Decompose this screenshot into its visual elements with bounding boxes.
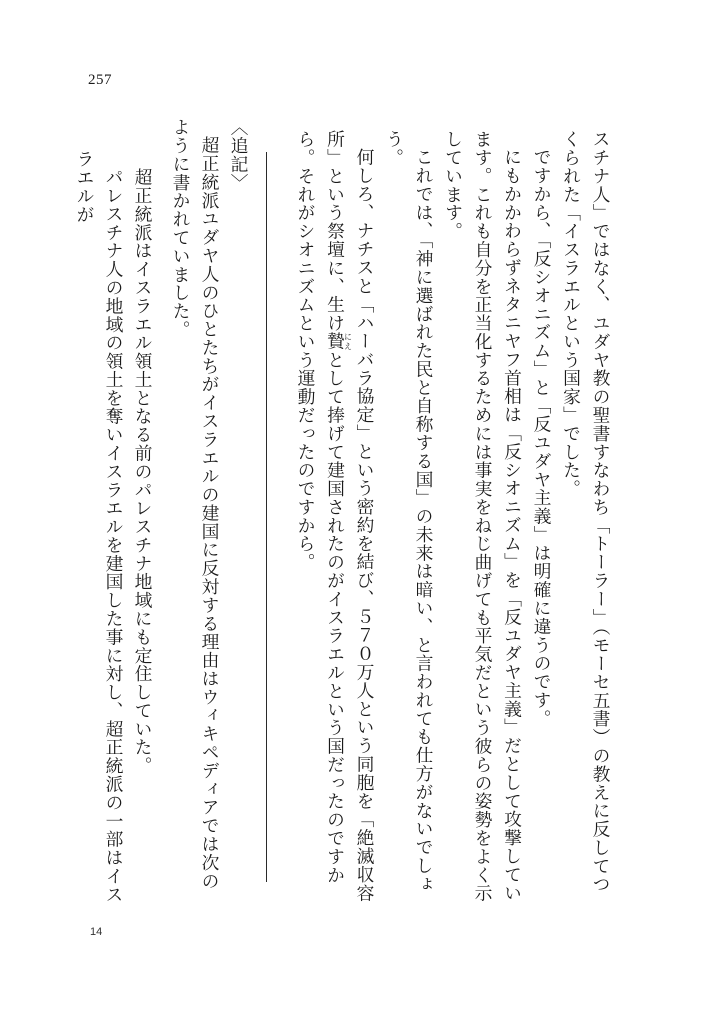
ruby-word (324, 332, 353, 351)
page-number: 257 (88, 72, 112, 88)
ruby-base: 贄 (324, 332, 346, 351)
print-page-number: 14 (90, 926, 103, 938)
paragraph-text: 何しろ、ナチスと「ハーバラ協定」という密約を結び、５７０万人という同胞を「絶滅収容所」という祭壇に、生け (324, 130, 375, 902)
quote-block (70, 150, 157, 910)
paragraph-text: として捧げて建国されたのがイスラエルという国だったのですから。それがシオニズムという運動だったのですから。 (295, 130, 346, 884)
postscript-note (166, 118, 253, 908)
ruby-reading: にえ (343, 332, 353, 351)
paragraph: にもかかわらずネタニヤフ首相は「反シオニズム」を「反ユダヤ主義」だとして攻撃しています。これも自分を正当化するためには事実をねじ曲げても平気だという彼らの姿勢をよく示しています。 (442, 130, 523, 903)
quote-line: パレスチナ人の地域の領土を奪いイスラエルを建国した事に対し、超正統派の一部はイスラエルが (74, 150, 124, 904)
paragraph (291, 130, 380, 910)
postscript-heading: 〈追記〉 (228, 118, 249, 192)
postscript-body: 超正統派ユダヤ人のひとたちがイスラエルの建国に反対する理由はウィキペディアでは次のように書かれていました。 (170, 118, 220, 890)
paragraph: これでは、「神に選ばれた民と自称する国」の未来は暗い、と言われても仕方がないでしょう。 (383, 130, 434, 893)
paragraph: スチナ人」ではなく、ユダヤ教の聖書すなわち「トーラー」（モーセ五書）の教えに反してつくられた「イスラエルという国家」でした。 (560, 130, 611, 894)
paragraph: ですから、「反シオニズム」と「反ユダヤ主義」は明確に違うのです。 (531, 147, 552, 728)
quote-line: 超正統派はイスラエル領土となる前のパレスチナ地域にも定住していた。 (132, 167, 153, 775)
quote-divider-line (266, 152, 267, 882)
main-text (291, 130, 616, 910)
